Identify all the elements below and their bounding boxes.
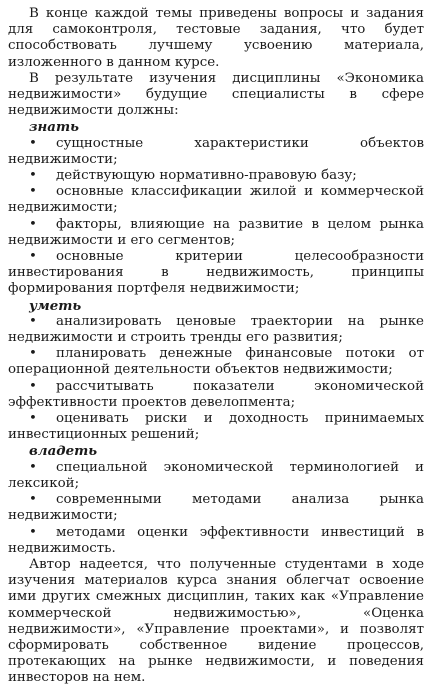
bullet-icon: • <box>29 378 37 394</box>
bullet-icon: • <box>29 346 37 362</box>
list-master <box>8 460 424 557</box>
bullet-icon: • <box>29 184 37 200</box>
list-item: • оценивать риски и доходность принимаемых инвестиционных решений; <box>8 411 424 443</box>
list-item: • рассчитывать показатели экономической эффективности проектов девелопмента; <box>8 378 424 410</box>
list-item: • современными методами анализа рынка недвижимости; <box>8 492 424 524</box>
section-heading-can: уметь <box>29 297 82 314</box>
list-item: • факторы, влияющие на развитие в целом рынка недвижимости и его сегментов; <box>8 216 424 248</box>
result-intro-paragraph: В результате изучения дисциплины «Экономика недвижимости» будущие специалисты в сфере недвижимости должны: <box>8 70 424 119</box>
list-know <box>8 136 424 298</box>
bullet-icon: • <box>29 135 37 151</box>
list-item: • действующую нормативно-правовую базу; <box>29 168 357 184</box>
bullet-icon: • <box>29 249 37 265</box>
closing-paragraph: Автор надеется, что полученные студентами в ходе изучения материалов курса знания облегчат освоение ими других смежных дисциплин, таких как «Управление коммерческой недвижимостью», «Оценка недвижимости», «Управление проектами», и позволят сформировать собственное видение процессов, протекающих на рынке недвижимости, и поведения инвесторов на нем. <box>8 556 424 686</box>
list-item: • специальной экономической терминологией и лексикой; <box>8 459 424 491</box>
list-item: • основные классификации жилой и коммерческой недвижимости; <box>8 184 424 216</box>
section-heading-know: знать <box>29 119 79 136</box>
section-heading-master: владеть <box>29 443 98 460</box>
bullet-icon: • <box>29 313 37 329</box>
bullet-icon: • <box>29 411 37 427</box>
bullet-icon: • <box>29 459 37 475</box>
list-item: • методами оценки эффективности инвестиций в недвижимость. <box>8 524 424 556</box>
bullet-icon: • <box>29 492 37 508</box>
list-item: • анализировать ценовые траектории на рынке недвижимости и строить тренды его развития; <box>8 313 424 346</box>
intro-paragraph: В конце каждой темы приведены вопросы и задания для самоконтроля, тестовые задания, что будет способствовать лучшему усвоению материала, изложенного в данном курсе. <box>8 6 424 70</box>
list-item: • планировать денежные финансовые потоки от операционной деятельности объектов недвижимости; <box>8 346 424 378</box>
list-can <box>8 314 424 444</box>
list-item: • основные критерии целесообразности инвестирования в недвижимость, принципы формирования портфеля недвижимости; <box>8 249 424 297</box>
list-item: • сущностные характеристики объектов недвижимости; <box>8 135 424 167</box>
bullet-icon: • <box>29 168 37 184</box>
bullet-icon: • <box>29 216 37 232</box>
bullet-icon: • <box>29 524 37 540</box>
